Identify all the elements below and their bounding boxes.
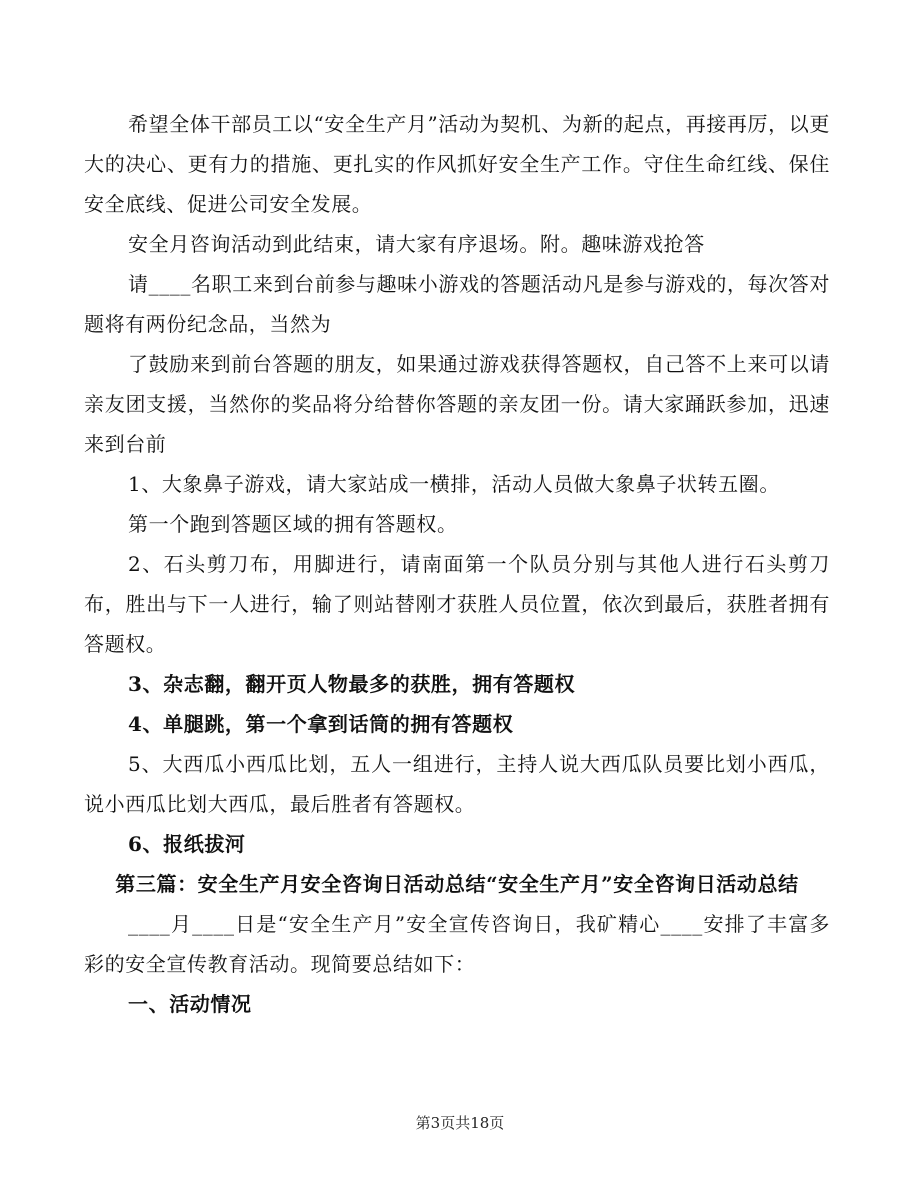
paragraph-summary-intro: ____月____日是“安全生产月”安全宣传咨询日，我矿精心____安排了丰富多彩的安全宣传教育活动。现简要总结如下： bbox=[84, 912, 830, 976]
section-title: 第三篇：安全生产月安全咨询日活动总结“安全生产月”安全咨询日活动总结 bbox=[115, 872, 799, 896]
game-item-2: 2、石头剪刀布，用脚进行，请南面第一个队员分别与其他人进行石头剪刀布，胜出与下一人进行，输了则站替刚才获胜人员位置，依次到最后，获胜者拥有答题权。 bbox=[84, 552, 830, 656]
game-item-1-rule: 第一个跑到答题区域的拥有答题权。 bbox=[128, 512, 458, 536]
paragraph-event-end: 安全月咨询活动到此结束，请大家有序退场。附。趣味游戏抢答 bbox=[128, 232, 705, 256]
game-item-3: 3、杂志翻，翻开页人物最多的获胜，拥有答题权 bbox=[128, 672, 576, 696]
game-item-6: 6、报纸拔河 bbox=[128, 832, 246, 856]
game-item-1: 1、大象鼻子游戏，请大家站成一横排，活动人员做大象鼻子状转五圈。 bbox=[128, 472, 780, 496]
paragraph-invite-staff: 请____名职工来到台前参与趣味小游戏的答题活动凡是参与游戏的，每次答对题将有两份纪念品，当然为 bbox=[84, 272, 830, 336]
page-number: 第3页共18页 bbox=[415, 1114, 505, 1132]
paragraph-encourage: 了鼓励来到前台答题的朋友，如果通过游戏获得答题权，自己答不上来可以请亲友团支援，当然你的奖品将分给替你答题的亲友团一份。请大家踊跃参加，迅速来到台前 bbox=[84, 352, 830, 456]
paragraph-closing-appeal: 希望全体干部员工以“安全生产月”活动为契机、为新的起点，再接再厉，以更大的决心、更有力的措施、更扎实的作风抓好安全生产工作。守住生命红线、保住安全底线、促进公司安全发展。 bbox=[84, 112, 830, 216]
game-item-5: 5、大西瓜小西瓜比划，五人一组进行，主持人说大西瓜队员要比划小西瓜，说小西瓜比划大西瓜，最后胜者有答题权。 bbox=[84, 752, 830, 816]
game-item-4: 4、单腿跳，第一个拿到话筒的拥有答题权 bbox=[128, 712, 514, 736]
section-heading: 一、活动情况 bbox=[128, 992, 252, 1016]
document-body bbox=[84, 104, 830, 1024]
